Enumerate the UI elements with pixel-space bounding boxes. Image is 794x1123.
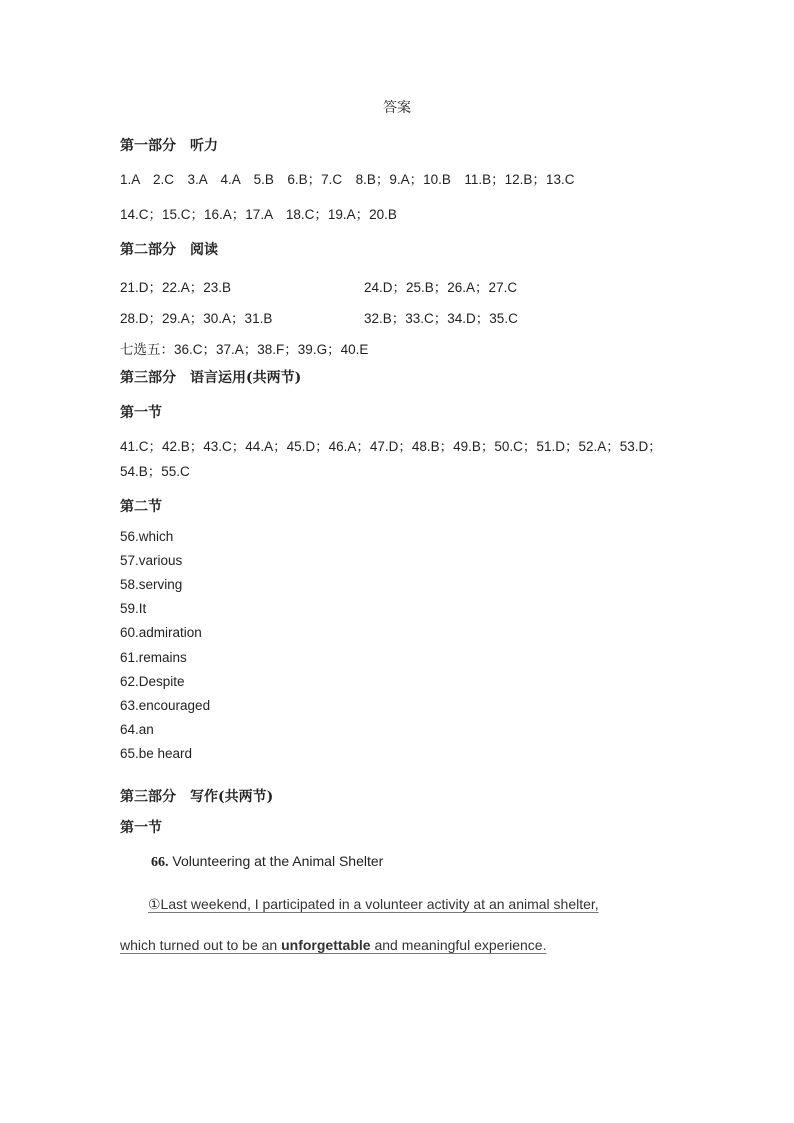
answer-56: 56.which [120,529,174,544]
part3-section2-heading: 第二节 [120,499,162,515]
part2-seven-choose-five: 七选五：36.C；37.A；38.F；39.G；40.E [120,342,369,357]
part1-answers-row1: 1.A 2.C 3.A 4.A 5.B 6.B；7.C 8.B；9.A；10.B 11.B；12.B；13.C [120,172,575,187]
part2-row2-right: 32.B；33.C；34.D；35.C [364,311,518,326]
document-title: 答案 [383,99,411,115]
answer-58: 58.serving [120,577,183,592]
answer-63: 63.encouraged [120,698,211,713]
essay-line-1: ①Last weekend, I participated in a volunteer activity at an animal shelter, [148,896,599,912]
part1-answers-row2: 14.C；15.C；16.A；17.A 18.C；19.A；20.B [120,207,397,222]
essay-number: 66. [151,855,169,870]
part2-heading: 第二部分 阅读 [120,242,218,258]
essay-line-2 [120,937,546,953]
answer-61: 61.remains [120,650,187,665]
essay-line-2-end: and meaningful experience. [370,937,547,953]
part3-section1-heading: 第一节 [120,405,162,421]
part3-heading: 第三部分 语言运用(共两节) [120,370,302,386]
part1-heading: 第一部分 听力 [120,138,218,154]
essay-line-2-start: which turned out to be an [120,937,282,953]
answer-59: 59.It [120,601,147,616]
answer-64: 64.an [120,722,154,737]
answer-60: 60.admiration [120,625,202,640]
part4-section1-heading: 第一节 [120,820,162,836]
part4-heading: 第三部分 写作(共两节) [120,789,274,805]
part3-section1-row2: 54.B；55.C [120,464,190,479]
essay-title-line [151,853,383,871]
part3-section1-row1: 41.C；42.B；43.C；44.A；45.D；46.A；47.D；48.B；49.B；50.C；51.D；52.A；53.D； [120,439,662,454]
answer-62: 62.Despite [120,674,185,689]
essay-bold-word: unforgettable [281,937,371,953]
part2-row2-left: 28.D；29.A；30.A；31.B [120,311,273,326]
answer-57: 57.various [120,553,183,568]
essay-title: Volunteering at the Animal Shelter [172,853,384,869]
part2-row1-left: 21.D；22.A；23.B [120,280,232,295]
answer-65: 65.be heard [120,746,193,761]
part2-row1-right: 24.D；25.B；26.A；27.C [364,280,518,295]
